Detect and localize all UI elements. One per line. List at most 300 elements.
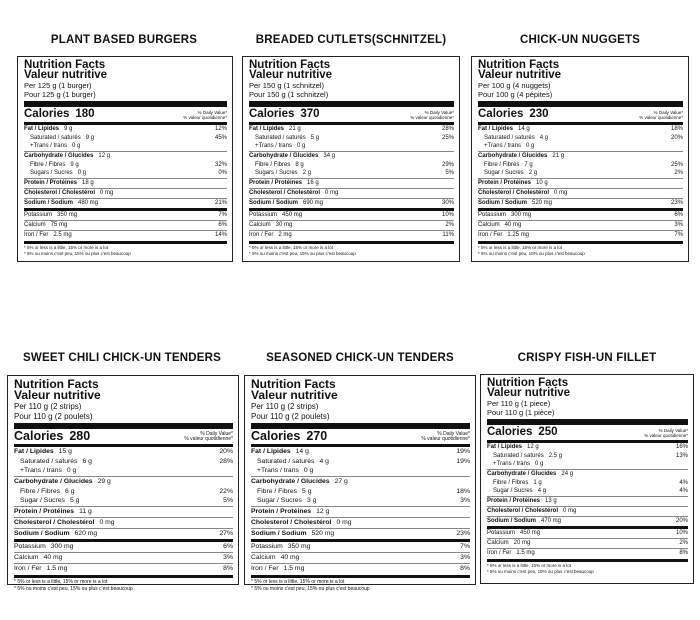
protein-row	[487, 496, 688, 506]
fibre-row	[14, 487, 233, 497]
sugar-row	[487, 488, 688, 496]
iron-label: Iron / Fer	[478, 232, 503, 238]
protein-value: 11 g	[79, 508, 92, 515]
fat-value: 14 g	[295, 448, 309, 455]
carb-row	[24, 151, 227, 161]
carb-label: Carbohydrate / Glucides	[478, 153, 548, 159]
serving-en: Per 100 g (4 nuggets)	[478, 81, 551, 90]
nf-title-en: Nutrition Facts	[14, 377, 99, 391]
calcium-label: Calcium	[14, 554, 39, 561]
footnote-en: * 5% or less is a little, 15% or more is a lot	[14, 579, 108, 585]
sugar-row	[14, 497, 233, 506]
calcium-label: Calcium	[487, 540, 509, 546]
iron-label: Iron / Fer	[487, 550, 512, 556]
fibre-value: 7 g	[524, 162, 533, 168]
calories-value: 280	[69, 429, 91, 443]
product-seasoned-tenders	[242, 352, 478, 592]
dv-header-en: % Daily Value*	[197, 110, 227, 115]
cholesterol-value: 0 mg	[563, 508, 577, 514]
iron-value: 1.5 mg	[283, 565, 305, 572]
cholesterol-label: Cholesterol / Cholestérol	[249, 190, 321, 196]
trans-label: +Trans / trans	[30, 143, 67, 149]
calories-value: 180	[75, 108, 95, 120]
potassium-label: Potassium	[478, 212, 507, 218]
sodium-value: 520 mg	[311, 530, 335, 537]
dv-header-en: % Daily Value*	[437, 431, 470, 437]
trans-row	[24, 143, 227, 151]
dv-header	[421, 432, 470, 442]
footnote	[487, 559, 688, 575]
dv-header	[183, 110, 227, 120]
sugar-row	[251, 497, 470, 506]
potassium-row	[251, 539, 470, 552]
protein-row	[249, 178, 454, 188]
fibre-label: Fibre / Fibres	[484, 162, 520, 168]
iron-label: Iron / Fer	[14, 565, 42, 572]
calcium-dv: 3%	[223, 554, 233, 561]
dv-header-fr: % valeur quotidienne*	[184, 436, 233, 442]
potassium-value: 300 mg	[511, 212, 532, 218]
potassium-row	[478, 208, 683, 220]
calcium-row	[24, 220, 227, 230]
protein-label: Protein / Protéines	[251, 508, 312, 515]
nf-title-en: Nutrition Facts	[249, 59, 331, 71]
iron-value: 1.5 mg	[46, 565, 68, 572]
nutrition-label	[244, 375, 476, 592]
sugar-value: 3 g	[306, 497, 317, 504]
product-breaded-cutlets	[240, 34, 462, 274]
calcium-label: Calcium	[478, 222, 500, 228]
sat-dv: 20%	[670, 135, 683, 141]
calories-row	[487, 419, 688, 443]
calcium-label: Calcium	[249, 222, 271, 228]
product-chick-un-nuggets	[468, 34, 692, 274]
calcium-label: Calcium	[251, 554, 276, 561]
carb-value: 21 g	[552, 153, 565, 159]
nf-title-fr: Valeur nutritive	[487, 387, 571, 399]
calcium-row	[487, 538, 688, 548]
fibre-dv: 25%	[670, 162, 683, 168]
cholesterol-label: Cholesterol / Cholestérol	[14, 519, 95, 526]
trans-label: +Trans / trans	[493, 461, 530, 467]
footnote-fr: * 5% ou moins c'est peu, 15% ou plus c'est beaucoup	[251, 585, 370, 592]
fat-row	[249, 125, 454, 134]
potassium-dv: 7%	[218, 212, 227, 218]
trans-label: +Trans / trans	[257, 467, 299, 474]
sodium-label: Sodium / Sodium	[478, 200, 527, 206]
carb-row	[14, 476, 233, 487]
calcium-value: 30 mg	[275, 222, 293, 228]
cholesterol-value: 0 mg	[336, 519, 352, 526]
fibre-dv: 4%	[679, 480, 688, 486]
iron-row	[487, 548, 688, 558]
footnote	[24, 241, 227, 257]
protein-value: 13 g	[545, 498, 557, 504]
fibre-dv: 18%	[456, 488, 470, 495]
trans-row	[14, 467, 233, 476]
iron-row	[251, 563, 470, 574]
trans-label: +Trans / trans	[20, 467, 62, 474]
fibre-value: 1 g	[533, 480, 542, 486]
sodium-row	[487, 516, 688, 526]
dv-header	[184, 432, 233, 442]
carb-label: Carbohydrate / Glucides	[24, 153, 94, 159]
calories-row	[251, 423, 470, 447]
potassium-dv: 10%	[675, 530, 688, 536]
protein-value: 18 g	[82, 180, 94, 186]
sat-label: Saturated / saturés	[484, 135, 535, 141]
dv-header-fr: % valeur quotidienne*	[183, 115, 227, 120]
nf-title-en: Nutrition Facts	[478, 59, 560, 71]
sat-dv: 13%	[675, 453, 688, 459]
fat-label: Fat / Lipides	[478, 126, 514, 132]
nutrition-label	[480, 374, 694, 584]
fibre-label: Fibre / Fibres	[30, 162, 66, 168]
fat-label: Fat / Lipides	[251, 448, 291, 455]
footnote-fr: * 5% ou moins c'est peu, 15% ou plus c'est beaucoup	[249, 251, 356, 256]
potassium-label: Potassium	[251, 543, 283, 550]
dv-header	[410, 110, 454, 120]
iron-dv: 8%	[460, 565, 470, 572]
iron-row	[249, 230, 454, 240]
cholesterol-row	[14, 517, 233, 528]
sodium-value: 480 mg	[78, 200, 99, 206]
fat-value: 21 g	[289, 126, 301, 132]
trans-value: 0 g	[296, 143, 306, 149]
iron-row	[24, 230, 227, 240]
cholesterol-value: 0 mg	[325, 190, 339, 196]
calcium-row	[251, 552, 470, 563]
fat-row	[24, 125, 227, 134]
potassium-value: 350 mg	[287, 543, 311, 550]
fibre-value: 8 g	[295, 162, 304, 168]
carb-value: 29 g	[97, 478, 111, 485]
sodium-value: 470 mg	[541, 518, 562, 524]
footnote-en: * 5% or less is a little, 15% or more is a lot	[251, 579, 345, 585]
serving-fr: Pour 110 g (2 poulets)	[251, 411, 330, 421]
sat-value: 4 g	[319, 458, 329, 465]
carb-value: 12 g	[98, 153, 111, 159]
nf-title-en: Nutrition Facts	[24, 59, 106, 71]
serving-en: Per 110 g (2 strips)	[14, 402, 82, 411]
fibre-row	[24, 161, 227, 170]
product-title: CHICK-UN NUGGETS	[519, 34, 641, 46]
sodium-dv: 23%	[456, 530, 470, 537]
nutrition-label	[471, 56, 689, 262]
cholesterol-row	[249, 188, 454, 198]
sodium-value: 690 mg	[303, 200, 324, 206]
protein-row	[251, 506, 470, 517]
calcium-value: 75 mg	[50, 222, 68, 228]
calories-label: Calories	[251, 429, 301, 443]
serving-fr: Pour 110 g (2 poulets)	[14, 411, 93, 421]
protein-label: Protein / Protéines	[24, 180, 78, 186]
calcium-dv: 6%	[218, 222, 227, 228]
sodium-dv: 30%	[441, 200, 454, 206]
iron-dv: 7%	[674, 232, 683, 238]
cholesterol-row	[478, 188, 683, 198]
nf-title-en: Nutrition Facts	[251, 377, 336, 391]
carb-label: Carbohydrate / Glucides	[251, 478, 330, 485]
fat-label: Fat / Lipides	[14, 448, 54, 455]
iron-dv: 11%	[442, 232, 454, 238]
fibre-row	[249, 161, 454, 170]
footnote-en: * 5% or less is a little, 15% or more is a lot	[487, 563, 572, 568]
fat-dv: 28%	[441, 126, 454, 132]
protein-row	[478, 178, 683, 188]
calories-row	[249, 101, 454, 125]
trans-value: 0 g	[66, 467, 77, 474]
calories-value: 250	[538, 426, 558, 438]
calcium-dv: 3%	[674, 222, 683, 228]
sat-label: Saturated / saturés	[30, 135, 81, 141]
fibre-value: 5 g	[302, 488, 312, 495]
cholesterol-label: Cholesterol / Cholestérol	[487, 508, 559, 514]
sugar-dv: 0%	[218, 170, 227, 176]
sat-value: 4 g	[539, 135, 549, 141]
serving-fr: Pour 100 g (4 pépites)	[478, 90, 553, 99]
serving-en: Per 110 g (1 piece)	[487, 399, 551, 408]
trans-label: +Trans / trans	[484, 143, 521, 149]
cholesterol-value: 0 mg	[554, 190, 568, 196]
sodium-dv: 23%	[670, 200, 683, 206]
iron-label: Iron / Fer	[251, 565, 279, 572]
sugar-label: Sugar / Sucres	[20, 497, 65, 504]
protein-row	[24, 178, 227, 188]
cholesterol-label: Cholesterol / Cholestérol	[24, 190, 96, 196]
calcium-dv: 2%	[445, 222, 454, 228]
calcium-dv: 2%	[679, 540, 688, 546]
iron-value: 1.25 mg	[507, 232, 530, 238]
nf-title-fr: Valeur nutritive	[14, 388, 101, 402]
fat-value: 9 g	[64, 126, 73, 132]
sugar-dv: 3%	[460, 497, 470, 504]
dv-header	[639, 110, 683, 120]
potassium-row	[14, 539, 233, 552]
cholesterol-value: 0 mg	[100, 190, 114, 196]
calories-value: 370	[300, 108, 320, 120]
sat-value: 2.5 g	[548, 453, 563, 459]
footnote-en: * 5% or less is a little, 15% or more is a lot	[24, 245, 109, 250]
fibre-value: 6 g	[65, 488, 75, 495]
trans-row	[251, 467, 470, 476]
sodium-label: Sodium / Sodium	[14, 530, 70, 537]
calcium-value: 40 mg	[43, 554, 63, 561]
calories-label: Calories	[24, 108, 70, 120]
product-title: BREADED CUTLETS(SCHNITZEL)	[255, 34, 447, 46]
sodium-row	[14, 528, 233, 539]
trans-row	[478, 143, 683, 151]
trans-value: 0 g	[71, 143, 81, 149]
fat-row	[251, 447, 470, 457]
sat-row	[487, 452, 688, 461]
sat-value: 6 g	[82, 458, 92, 465]
footnote-fr: * 5% ou moins c'est peu, 15% ou plus c'est beaucoup	[14, 585, 133, 592]
sugar-dv: 4%	[679, 488, 688, 494]
potassium-value: 300 mg	[50, 543, 74, 550]
sugar-label: Sugar / Sucres	[484, 170, 524, 176]
trans-label: +Trans / trans	[255, 143, 292, 149]
calcium-row	[249, 220, 454, 230]
calcium-row	[478, 220, 683, 230]
nf-title-fr: Valeur nutritive	[251, 388, 338, 402]
calories-row	[14, 423, 233, 447]
footnote-en: * 5% or less is a little, 15% or more is a lot	[478, 245, 563, 250]
iron-value: 2 mg	[278, 232, 292, 238]
calcium-value: 40 mg	[280, 554, 300, 561]
sodium-dv: 20%	[675, 518, 688, 524]
iron-dv: 8%	[679, 550, 688, 556]
carb-row	[487, 469, 688, 479]
fibre-row	[478, 161, 683, 170]
calories-label: Calories	[249, 108, 295, 120]
footnote-en: * 5% or less is a little, 15% or more is a lot	[249, 245, 334, 250]
fibre-label: Fibre / Fibres	[257, 488, 298, 495]
trans-row	[249, 143, 454, 151]
dv-header-fr: % valeur quotidienne*	[644, 433, 688, 438]
iron-row	[478, 230, 683, 240]
sat-row	[14, 457, 233, 467]
fat-label: Fat / Lipides	[249, 126, 285, 132]
potassium-label: Potassium	[14, 543, 46, 550]
trans-row	[487, 461, 688, 469]
sugar-dv: 5%	[223, 497, 233, 504]
carb-row	[251, 476, 470, 487]
calcium-row	[14, 552, 233, 563]
protein-value: 12 g	[316, 508, 330, 515]
iron-value: 2.5 mg	[53, 232, 72, 238]
iron-dv: 14%	[214, 232, 227, 238]
sodium-label: Sodium / Sodium	[24, 200, 73, 206]
fibre-value: 9 g	[70, 162, 79, 168]
fat-value: 14 g	[518, 126, 530, 132]
potassium-dv: 6%	[223, 543, 233, 550]
footnote	[478, 241, 683, 257]
fibre-label: Fibre / Fibres	[20, 488, 61, 495]
potassium-value: 450 mg	[520, 530, 541, 536]
sodium-row	[24, 198, 227, 208]
fat-value: 12 g	[527, 444, 539, 450]
nf-title-fr: Valeur nutritive	[478, 69, 562, 81]
serving-fr: Pour 125 g (1 burger)	[24, 90, 96, 99]
serving-en: Per 125 g (1 burger)	[24, 81, 92, 90]
cholesterol-label: Cholesterol / Cholestérol	[251, 519, 332, 526]
carb-row	[478, 151, 683, 161]
dv-header-fr: % valeur quotidienne*	[639, 115, 683, 120]
cholesterol-row	[251, 517, 470, 528]
cholesterol-row	[487, 506, 688, 516]
fibre-label: Fibre / Fibres	[493, 480, 529, 486]
calories-value: 230	[529, 108, 549, 120]
cholesterol-row	[24, 188, 227, 198]
iron-dv: 8%	[223, 565, 233, 572]
fat-row	[487, 443, 688, 452]
serving-fr: Pour 150 g (1 schnitzel)	[249, 90, 329, 99]
sodium-label: Sodium / Sodium	[249, 200, 298, 206]
sugar-row	[478, 170, 683, 178]
fibre-dv: 29%	[441, 162, 454, 168]
iron-label: Iron / Fer	[24, 232, 49, 238]
sat-label: Saturated / saturés	[493, 453, 544, 459]
sugar-row	[249, 170, 454, 178]
sugar-dv: 5%	[445, 170, 454, 176]
fat-dv: 16%	[675, 444, 688, 450]
sat-label: Saturated / saturés	[257, 458, 315, 465]
potassium-value: 350 mg	[57, 212, 78, 218]
fat-label: Fat / Lipides	[24, 126, 60, 132]
iron-label: Iron / Fer	[249, 232, 274, 238]
fibre-label: Fibre / Fibres	[255, 162, 291, 168]
sodium-row	[251, 528, 470, 539]
sodium-dv: 21%	[214, 200, 227, 206]
footnote	[249, 241, 454, 257]
serving-en: Per 150 g (1 schnitzel)	[249, 81, 325, 90]
dv-header	[644, 428, 688, 438]
footnote-fr: * 5% ou moins c'est peu, 15% ou plus c'est beaucoup	[487, 569, 594, 574]
calcium-value: 20 mg	[513, 540, 531, 546]
calcium-value: 40 mg	[504, 222, 522, 228]
carb-label: Carbohydrate / Glucides	[249, 153, 319, 159]
product-title: SEASONED CHICK-UN TENDERS	[266, 352, 454, 364]
cholesterol-label: Cholesterol / Cholestérol	[478, 190, 550, 196]
dv-header-en: % Daily Value*	[424, 110, 454, 115]
potassium-row	[487, 526, 688, 538]
fat-label: Fat / Lipides	[487, 444, 523, 450]
sodium-value: 520 mg	[532, 200, 553, 206]
nutrition-label	[7, 375, 239, 592]
carb-value: 34 g	[323, 153, 336, 159]
sodium-label: Sodium / Sodium	[487, 518, 536, 524]
calories-row	[24, 101, 227, 125]
protein-value: 16 g	[307, 180, 319, 186]
protein-label: Protein / Protéines	[487, 498, 541, 504]
sugar-label: Sugar / Sucres	[493, 488, 533, 494]
iron-value: 1.5 mg	[516, 550, 535, 556]
iron-row	[14, 563, 233, 574]
sugar-row	[24, 170, 227, 178]
footnote	[14, 575, 233, 592]
sat-row	[24, 134, 227, 143]
sodium-row	[478, 198, 683, 208]
sodium-value: 620 mg	[74, 530, 98, 537]
product-crispy-fish-un-fillet	[478, 352, 696, 588]
fat-row	[14, 447, 233, 457]
calories-label: Calories	[14, 429, 64, 443]
sat-row	[478, 134, 683, 143]
fat-value: 15 g	[58, 448, 72, 455]
sugar-value: 5 g	[69, 497, 80, 504]
sugar-value: 4 g	[537, 488, 547, 494]
calcium-dv: 3%	[460, 554, 470, 561]
sat-dv: 28%	[219, 458, 233, 465]
sat-dv: 19%	[456, 458, 470, 465]
carb-value: 27 g	[334, 478, 348, 485]
serving-en: Per 110 g (2 strips)	[251, 402, 319, 411]
nf-title-fr: Valeur nutritive	[24, 69, 108, 81]
product-title: CRISPY FISH-UN FILLET	[517, 352, 657, 364]
carb-value: 24 g	[561, 471, 574, 477]
potassium-label: Potassium	[24, 212, 53, 218]
sat-value: 9 g	[85, 135, 95, 141]
fibre-dv: 22%	[219, 488, 233, 495]
potassium-dv: 6%	[674, 212, 683, 218]
dv-header-en: % Daily Value*	[653, 110, 683, 115]
product-sweet-chili-tenders	[4, 352, 240, 592]
sugar-value: 0 g	[77, 170, 87, 176]
fibre-dv: 32%	[214, 162, 227, 168]
sugar-value: 2 g	[302, 170, 312, 176]
serving-fr: Pour 110 g (1 pièce)	[487, 408, 555, 417]
